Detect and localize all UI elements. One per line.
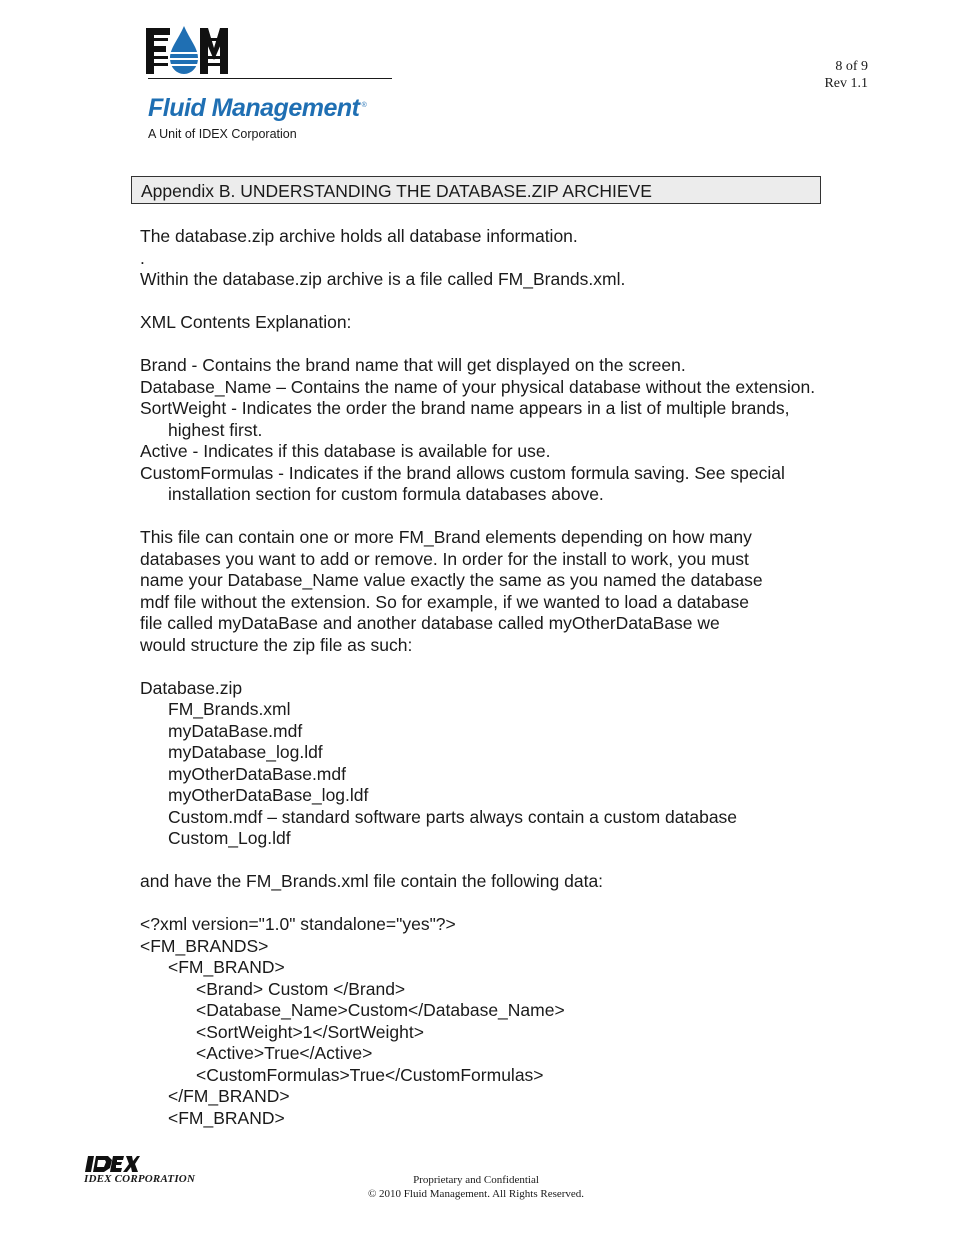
idex-logo-icon [84,1155,140,1173]
document-body [140,226,820,1129]
xml-intro: and have the FM_Brands.xml file contain the following data: [140,871,604,891]
zip-file: Custom.mdf – standard software parts always contain a custom database [168,806,738,827]
definition-brand: Brand - Contains the brand name that will get displayed on the screen. [140,355,686,375]
xml-line: <Brand> Custom </Brand> [196,978,406,999]
intro-line: The database.zip archive holds all database information. [140,226,578,246]
fm-logo-icon [146,26,228,82]
zip-file: FM_Brands.xml [168,699,291,719]
intro-line: Within the database.zip archive is a file called FM_Brands.xml. [140,269,626,289]
definition-database-name: Database_Name – Contains the name of your physical database without the extension. [140,376,816,397]
xml-line: <SortWeight>1</SortWeight> [196,1021,424,1042]
xml-line: <Active>True</Active> [196,1043,373,1063]
xml-line: <FM_BRAND> [168,1107,285,1128]
zip-root: Database.zip [140,677,243,698]
page-number: 8 of 9 [835,59,868,74]
paragraph-line: file called myDataBase and another database called myOtherDataBase we [140,613,720,633]
intro-dot: . [140,247,145,268]
xml-line: <FM_BRANDS> [140,935,269,956]
xml-explanation-heading: XML Contents Explanation: [140,312,352,332]
copyright-notice: © 2010 Fluid Management. All Rights Reserved. [367,1188,585,1200]
xml-line: <Database_Name>Custom</Database_Name> [196,1000,565,1020]
zip-file: Custom_Log.ldf [168,828,291,848]
page-info [824,58,868,92]
brand-name: Fluid Management ® [148,94,367,122]
paragraph-line: This file can contain one or more FM_Brand elements depending on how many [140,527,752,547]
zip-file: myOtherDataBase.mdf [168,763,346,784]
paragraph-line: databases you want to add or remove. In order for the install to work, you must [140,548,749,569]
footer-notice [326,1173,626,1201]
xml-line: <FM_BRAND> [168,957,285,977]
definition-sortweight: SortWeight - Indicates the order the brand name appears in a list of multiple brands, highest first. [140,398,790,440]
zip-file: myOtherDataBase_log.ldf [168,785,369,805]
idex-footer-logo [84,1155,224,1189]
paragraph-line: name your Database_Name value exactly the same as you named the database [140,570,763,590]
paragraph-line: would structure the zip file as such: [140,634,413,655]
brand-subtitle: A Unit of IDEX Corporation [148,127,297,141]
idex-corporation-label: IDEX CORPORATION [84,1173,196,1185]
definition-customformulas: CustomFormulas - Indicates if the brand allows custom formula saving. See special installation section for custom formula databases above. [140,462,785,504]
logo-divider [148,78,392,79]
zip-file: myDatabase_log.ldf [168,742,323,762]
confidential-notice: Proprietary and Confidential [413,1174,539,1186]
definition-active: Active - Indicates if this database is available for use. [140,441,551,461]
section-heading: Appendix B. UNDERSTANDING THE DATABASE.ZIP ARCHIEVE [131,176,821,204]
xml-line: <CustomFormulas>True</CustomFormulas> [196,1064,544,1085]
fluid-management-logo [140,22,396,146]
revision-label: Rev 1.1 [824,76,868,91]
zip-file: myDataBase.mdf [168,720,303,741]
xml-line: <?xml version="1.0" standalone="yes"?> [140,914,456,934]
paragraph-line: mdf file without the extension. So for example, if we wanted to load a database [140,591,749,612]
xml-line: </FM_BRAND> [168,1086,290,1106]
